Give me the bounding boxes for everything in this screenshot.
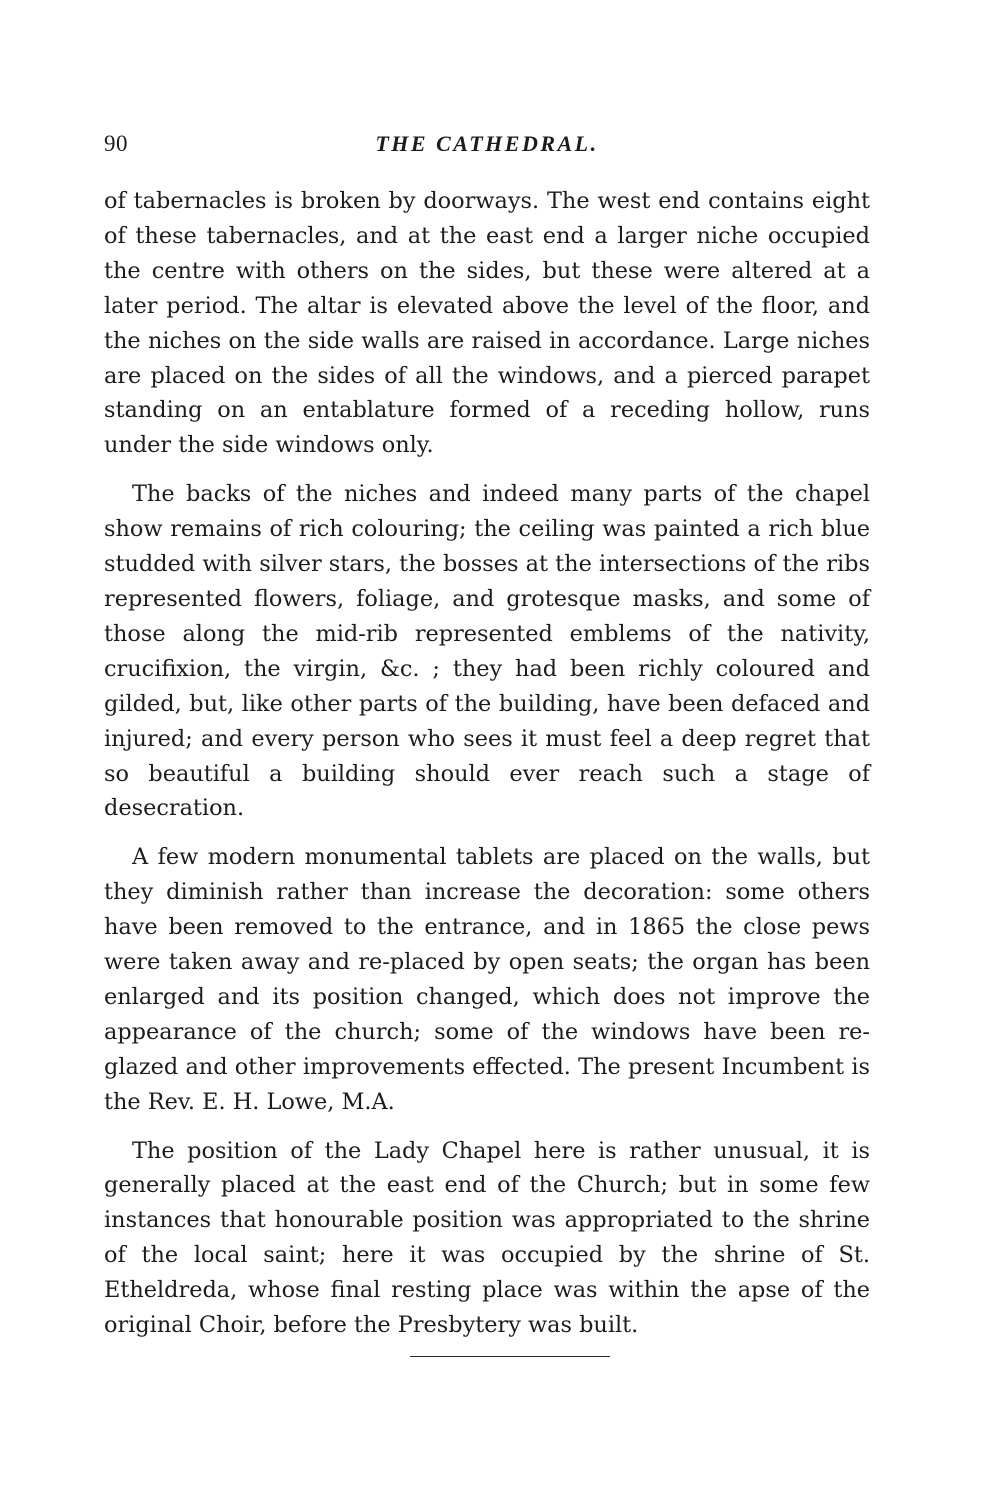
- body-text: [104, 184, 870, 1357]
- paragraph-monumental-tablets: A few modern monumental tablets are placed on the walls, but they diminish rather than increase the decoration: some others have been removed to the entrance, and in 1865 the close pews were taken away and re-placed by open seats; the organ has been enlarged and its position changed, which does not improve the appearance of the church; some of the windows have been re-glazed and other improvements effected. The present Incumbent is the Rev. E. H. Lowe, M.A.: [104, 844, 870, 1115]
- section-end-rule: [410, 1356, 610, 1357]
- page-number: 90: [104, 131, 128, 156]
- paragraph-lady-chapel-position: The position of the Lady Chapel here is rather unusual, it is generally placed at the east end of the Church; but in some few instances that honourable position was appropriated to the shrine of the local saint; here it was occupied by the shrine of St. Etheldreda, whose final resting place was within the apse of the original Choir, before the Presbytery was built.: [104, 1137, 870, 1339]
- running-head: [104, 131, 870, 165]
- paragraph-chapel-colouring: The backs of the niches and indeed many parts of the chapel show remains of rich colouring; the ceiling was painted a rich blue studded with silver stars, the bosses at the intersections of the ribs represented flowers, foliage, and grotesque masks, and some of those along the mid-rib represented emblems of the nativity, crucifixion, the virgin, &c. ; they had been richly coloured and gilded, but, like other parts of the building, have been defaced and injured; and every person who sees it must feel a deep regret that so beautiful a building should ever reach such a stage of desecration.: [104, 481, 870, 822]
- paragraph-continued: of tabernacles is broken by doorways. The west end contains eight of these tabernacles, and at the east end a larger niche occupied the centre with others on the sides, but these were altered at a later period. The altar is elevated above the level of the floor, and the niches on the side walls are raised in accordance. Large niches are placed on the sides of all the windows, and a pierced parapet standing on an entablature formed of a receding hollow, runs under the side windows only.: [104, 188, 870, 459]
- running-title: THE CATHEDRAL.: [375, 131, 599, 156]
